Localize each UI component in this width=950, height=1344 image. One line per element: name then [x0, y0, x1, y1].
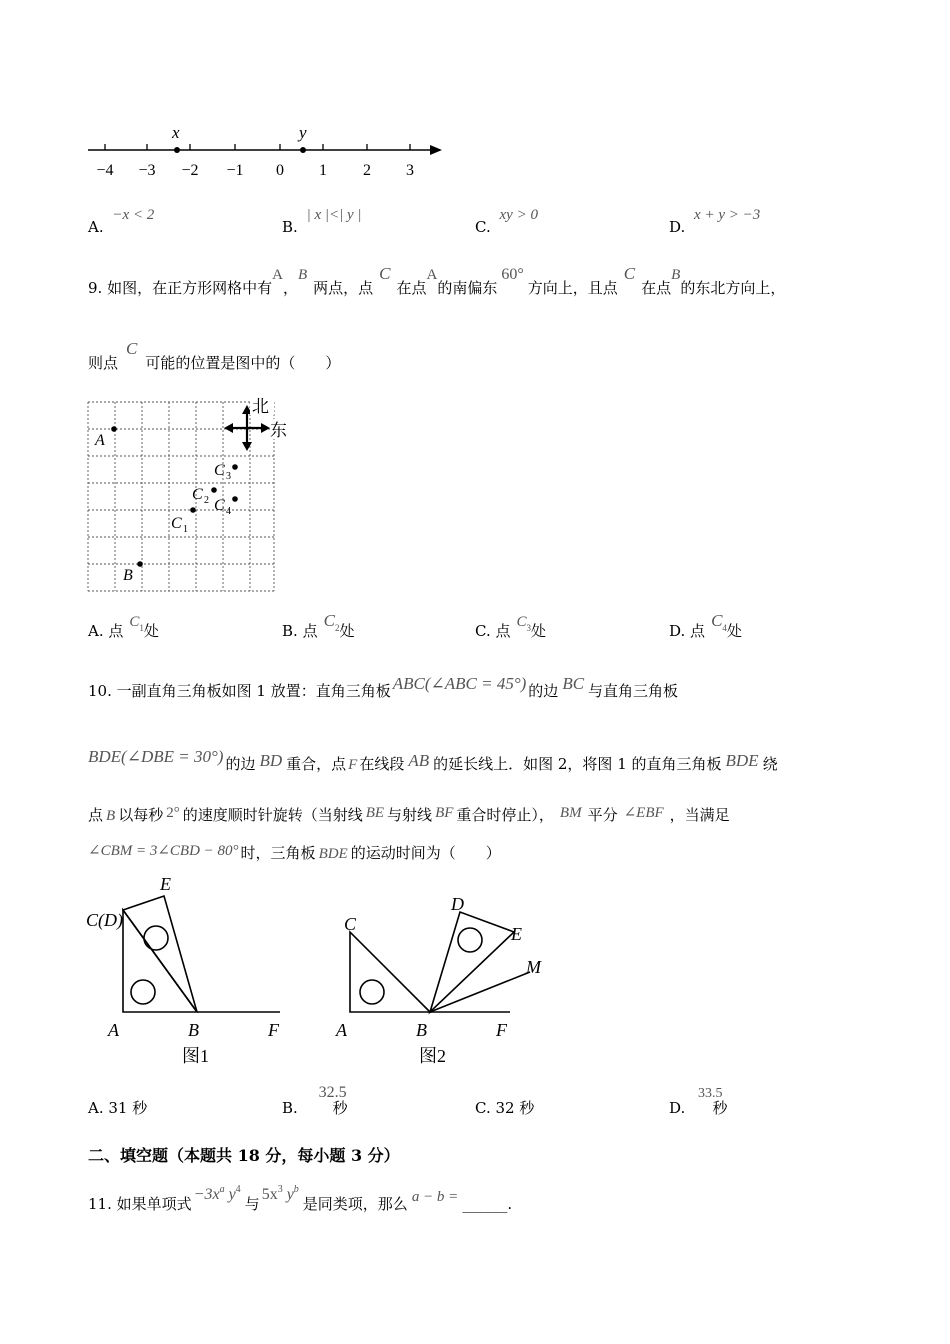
number-line — [80, 120, 460, 190]
svg-text:A: A — [108, 1020, 119, 1040]
point-A — [111, 426, 117, 432]
q10-option-b: B. 32.5秒 — [282, 1084, 348, 1117]
svg-text:F: F — [496, 1020, 507, 1040]
tick-label: −1 — [226, 162, 244, 179]
point-y-label: y — [299, 123, 307, 142]
north-label: 北 — [252, 397, 269, 416]
q10-stem-line4: ∠CBM = 3∠CBD − 80° 时，三角板 BDE 的运动时间为（ ） — [88, 843, 501, 862]
tick-label: −2 — [181, 162, 199, 179]
svg-text:B: B — [416, 1020, 427, 1040]
figure-2-caption: 图2 — [419, 1046, 446, 1066]
q10-stem-line3: 点 B 以每秒 2° 的速度顺时针旋转（当射线 BE 与射线 BF 重合时停止）， BM 平分 ∠EBF ，当满足 — [88, 805, 730, 824]
figure-1-caption: 图1 — [182, 1046, 209, 1066]
svg-text:C: C — [344, 914, 357, 934]
q10-option-d: D. 33.5秒 — [669, 1086, 728, 1117]
svg-text:1: 1 — [183, 524, 188, 535]
q8-option-c: C. xy > 0 — [475, 207, 538, 236]
svg-text:C: C — [214, 462, 225, 479]
point-C4 — [232, 496, 238, 502]
tick-label: 1 — [319, 162, 327, 179]
q9-stem-line2: 则点C可能的位置是图中的（ ） — [88, 339, 341, 372]
svg-text:A: A — [336, 1020, 347, 1040]
q9-stem-line1: 9. 如图，在正方形网格中有A，B两点，点C在点A的南偏东60°方向上，且点C在点B的东北方向上， — [88, 264, 786, 297]
q11-stem: 11. 如果单项式$-3x^a$ $y^4$与$5x^3$ $y^b$是同类项，那么 a − b = ______. — [88, 1184, 513, 1213]
q10-figure-1 — [80, 872, 300, 1072]
q9-option-a: A. 点 $C^1$处 — [88, 614, 159, 640]
q10-stem-line2: BDE(∠DBE = 30°) 的边 BD 重合，点 F 在线段 AB 的延长线上．如图 2，将图 1 的直角三角板 BDE 绕 — [88, 747, 778, 773]
arrow-head-icon — [430, 145, 442, 155]
q8-option-d: D. x + y > −3 — [669, 207, 761, 236]
tick-label: 2 — [363, 162, 371, 179]
hole-circle — [458, 928, 482, 952]
svg-text:3: 3 — [226, 471, 231, 482]
q9-grid-figure — [86, 395, 296, 595]
point-C2 — [211, 487, 217, 493]
svg-text:F: F — [268, 1020, 279, 1040]
q9-option-b: B. 点$C^2$处 — [282, 611, 355, 640]
section-title: 二、填空题（本题共 18 分，每小题 3 分） — [88, 1146, 400, 1165]
svg-text:E: E — [511, 924, 522, 944]
q10-option-a: A. 31 秒 — [88, 1099, 148, 1117]
q8-option-a: A. −x < 2 — [88, 207, 155, 236]
point-y — [300, 147, 306, 153]
tick-label: −4 — [96, 162, 114, 179]
svg-text:C: C — [192, 486, 203, 503]
svg-text:C: C — [171, 515, 182, 532]
point-x — [174, 147, 180, 153]
svg-text:B: B — [188, 1020, 199, 1040]
svg-text:E: E — [160, 874, 171, 894]
svg-text:4: 4 — [226, 506, 231, 517]
svg-text:2: 2 — [204, 495, 209, 506]
svg-text:C(D): C(D) — [86, 910, 123, 930]
point-B — [137, 561, 143, 567]
q10-stem-line1: 10. 一副直角三角板如图 1 放置：直角三角板 ABC(∠ABC = 45°) 的边 BC 与直角三角板 — [88, 674, 679, 700]
tick-label: 3 — [406, 162, 414, 179]
q8-option-b: B. | x |<| y | — [282, 207, 362, 236]
q9-option-c: C. 点 $C^3$处 — [475, 614, 547, 640]
point-C1 — [190, 507, 196, 513]
point-C3 — [232, 464, 238, 470]
hole-circle — [131, 980, 155, 1004]
tick-label: −3 — [138, 162, 156, 179]
q9-option-d: D. 点$C^4$处 — [669, 611, 742, 640]
east-label: 东 — [270, 421, 287, 440]
svg-text:B: B — [123, 567, 133, 584]
svg-text:A: A — [95, 432, 105, 449]
tick-label: 0 — [276, 162, 284, 179]
point-x-label: x — [172, 123, 180, 142]
svg-text:M: M — [526, 957, 541, 977]
svg-text:C: C — [214, 497, 225, 514]
hole-circle — [360, 980, 384, 1004]
svg-text:D: D — [451, 894, 464, 914]
q10-option-c: C. 32 秒 — [475, 1099, 535, 1117]
hole-circle — [144, 926, 168, 950]
q10-figure-2 — [330, 872, 570, 1072]
